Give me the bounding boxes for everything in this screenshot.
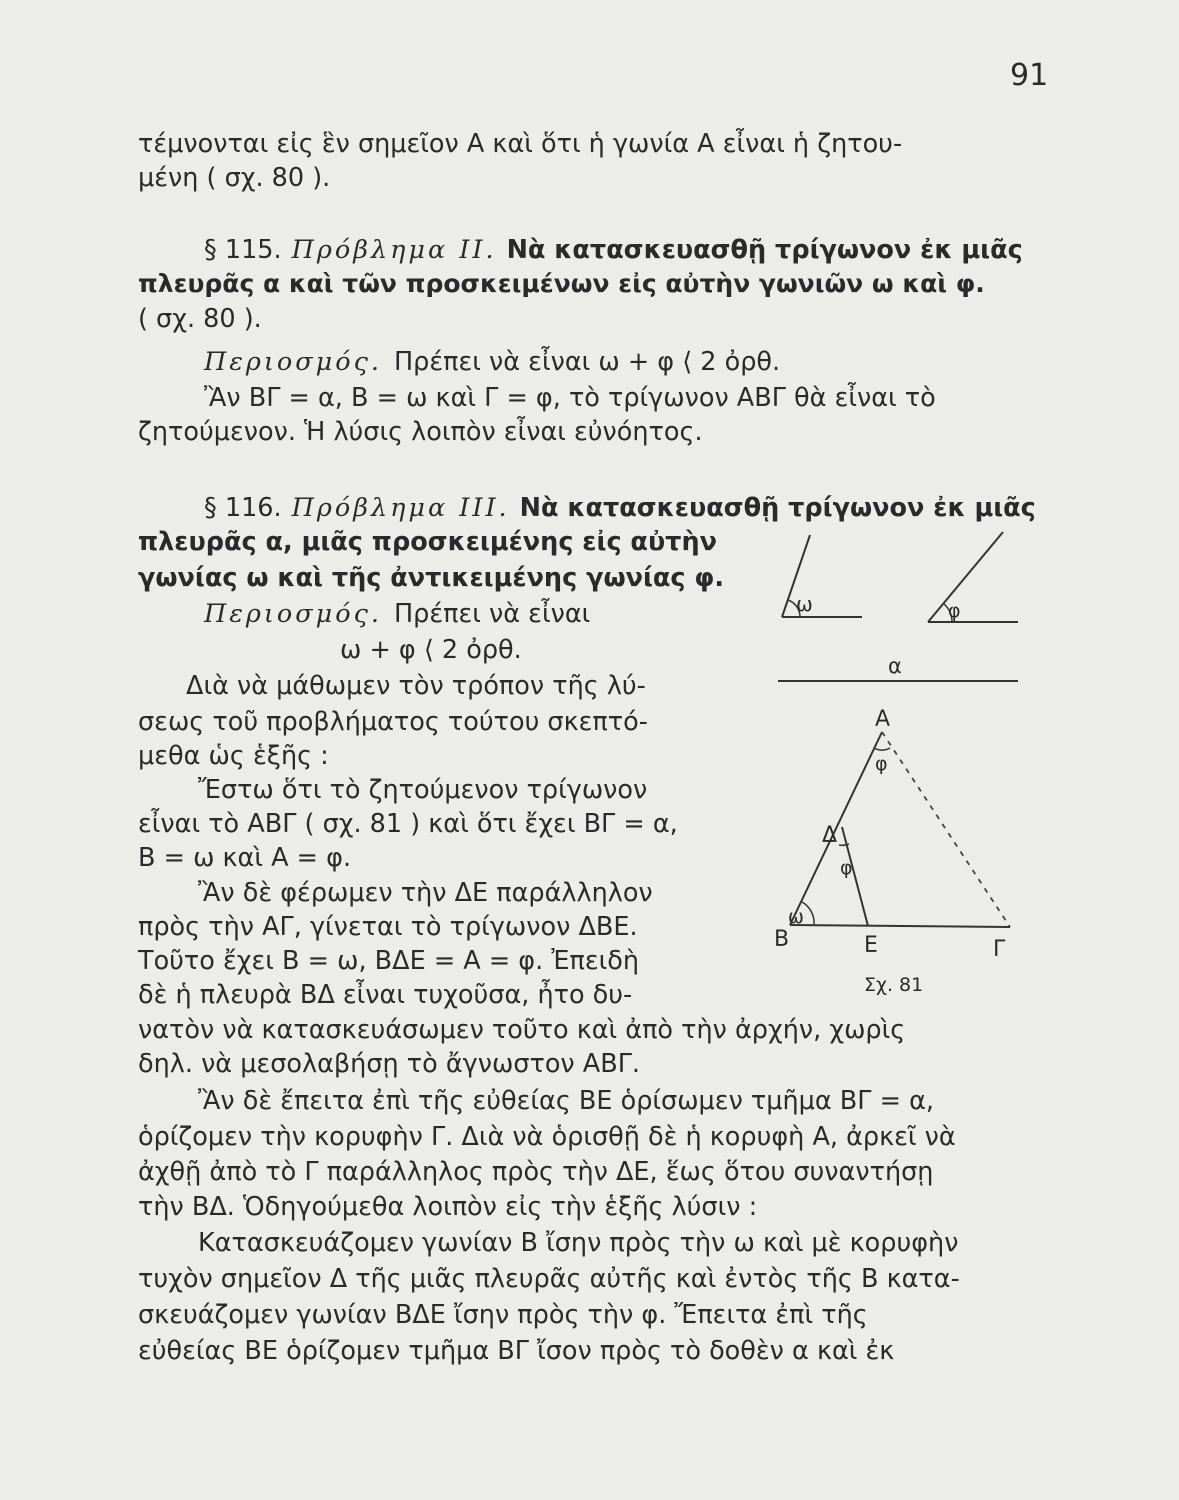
problem-title-cont: πλευρᾶς α, μιᾶς προσκειμένης εἰς αὐτὴν [138,527,717,557]
text-line: Ἂν δὲ ἔπειτα ἐπὶ τῆς εὐθείας ΒΕ ὁρίσωμεν τμῆμα ΒΓ = α, [198,1086,934,1116]
side-AG [882,732,1010,927]
restriction-115 [204,345,780,379]
angle-B-label: ω [788,906,804,928]
angle-D-arc [839,844,849,845]
restriction-label: Περιοσμός. [204,347,382,377]
text-line: τὴν ΒΔ. Ὁδηγούμεθα λοιπὸν εἰς τὴν ἑξῆς λύσιν : [138,1192,758,1222]
problem-title: Νὰ κατασκευασθῇ τρίγωνον ἐκ μιᾶς [506,235,1023,265]
text-line: τέμνονται εἰς ἓν σημεῖον Α καὶ ὅτι ἡ γωνία Α εἶναι ἡ ζητου- [138,129,903,159]
page-number: 91 [1010,58,1049,93]
text-line: μεθα ὡς ἑξῆς : [138,741,329,771]
angle-omega-label: ω [796,592,813,616]
problem-label: Πρόβλημα II. [291,235,497,265]
angle-phi-arm [928,532,1003,622]
figure-81 [760,700,1050,1000]
text-line: πρὸς τὴν ΑΓ, γίνεται τὸ τρίγωνον ΔΒΕ. [138,912,638,942]
text-line: τυχὸν σημεῖον Δ τῆς μιᾶς πλευρᾶς αὐτῆς καὶ ἐντὸς τῆς Β κατα- [138,1264,960,1294]
problem-label: Πρόβλημα III. [291,493,510,523]
restriction-label: Περιοσμός. [204,599,382,629]
restriction-text: Πρέπει νὰ εἶναι ω + φ ⟨ 2 ὀρθ. [393,347,781,377]
text-line: Κατασκευάζομεν γωνίαν Β ἴσην πρὸς τὴν ω καὶ μὲ κορυφὴν [198,1228,959,1258]
text-line: Ἔστω ὅτι τὸ ζητούμενον τρίγωνον [198,775,648,805]
segment-alpha-label: α [888,654,902,678]
problem-title-cont: γωνίας ω καὶ τῆς ἀντικειμένης γωνίας φ. [138,563,725,593]
figure-ref: ( σχ. 80 ). [138,304,262,334]
side-BG [790,925,1010,927]
section-number: § 116. [204,493,282,523]
figure-80 [760,520,1030,690]
text-line: μένη ( σχ. 80 ). [138,163,331,193]
text-line: δὲ ἡ πλευρὰ ΒΔ εἶναι τυχοῦσα, ἦτο δυ- [138,980,633,1010]
restriction-116 [204,597,590,631]
text-line: ζητούμενον. Ἡ λύσις λοιπὸν εἶναι εὐνόητος. [138,417,703,447]
text-line: εὐθείας ΒΕ ὁρίζομεν τμῆμα ΒΓ ἴσον πρὸς τὸ δοθὲν α καὶ ἐκ [138,1336,895,1366]
vertex-D: Δ [822,823,838,848]
vertex-B: Β [774,927,790,952]
text-line: Β = ω καὶ Α = φ. [138,843,352,873]
angle-D-label: φ [840,857,853,879]
vertex-E: Ε [864,933,878,958]
angle-A-label: φ [875,753,888,775]
text-line: Ἂν δὲ φέρωμεν τὴν ΔΕ παράλληλον [198,878,653,908]
problem-title: Νὰ κατασκευασθῇ τρίγωνον ἐκ μιᾶς [519,493,1036,523]
text-line: Διὰ νὰ μάθωμεν τὸν τρόπον τῆς λύ- [186,671,646,701]
restriction-condition: ω + φ ⟨ 2 ὀρθ. [340,635,522,665]
vertex-G: Γ [993,937,1006,962]
problem-title-cont: πλευρᾶς α καὶ τῶν προσκειμένων εἰς αὐτὴν γωνιῶν ω καὶ φ. [138,269,985,298]
angle-A-arc [874,748,890,750]
text-line: σεως τοῦ προβλήματος τούτου σκεπτό- [138,707,648,737]
section-number: § 115. [204,235,282,265]
angle-phi-label: φ [948,600,961,622]
restriction-text: Πρέπει νὰ εἶναι [393,599,591,629]
text-line: σκευάζομεν γωνίαν ΒΔΕ ἴσην πρὸς τὴν φ. Ἔπειτα ἐπὶ τῆς [138,1300,868,1330]
vertex-A: Α [875,707,891,732]
text-line: Τοῦτο ἔχει Β = ω, ΒΔΕ = Α = φ. Ἐπειδὴ [138,946,639,976]
text-line: δηλ. νὰ μεσολαβήσῃ τὸ ἄγνωστον ΑΒΓ. [138,1049,641,1079]
figure-caption: Σχ. 81 [864,974,924,996]
text-line: εἶναι τὸ ΑΒΓ ( σχ. 81 ) καὶ ὅτι ἔχει ΒΓ = α, [138,809,678,839]
text-line: Ἂν ΒΓ = α, Β = ω καὶ Γ = φ, τὸ τρίγωνον ΑΒΓ θὰ εἶναι τὸ [204,383,936,413]
text-line: ὁρίζομεν τὴν κορυφὴν Γ. Διὰ νὰ ὁρισθῇ δὲ ἡ κορυφὴ Α, ἀρκεῖ νὰ [138,1122,956,1152]
section-115-heading [204,233,1034,267]
text-line: νατὸν νὰ κατασκευάσωμεν τοῦτο καὶ ἀπὸ τὴν ἀρχήν, χωρὶς [138,1015,906,1045]
text-line: ἀχθῇ ἀπὸ τὸ Γ παράλληλος πρὸς τὴν ΔΕ, ἕως ὅτου συναντήσῃ [138,1157,934,1187]
